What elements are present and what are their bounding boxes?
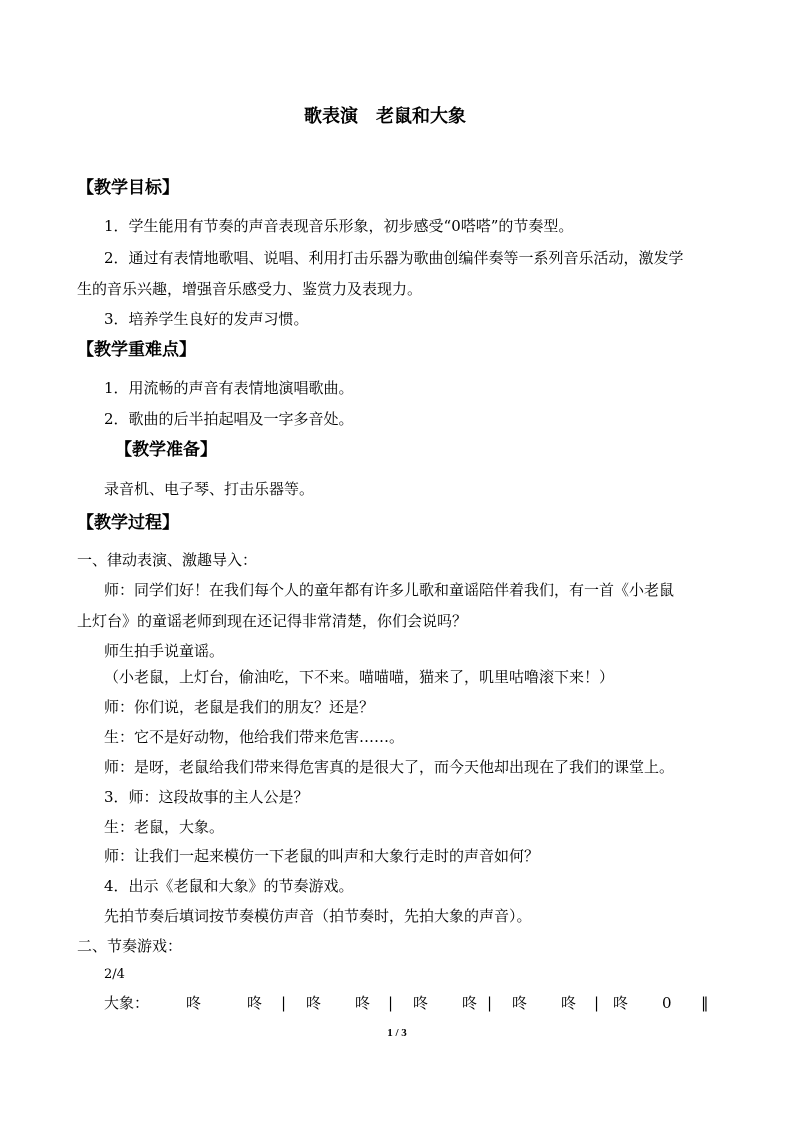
process-line: 生：它不是好动物，他给我们带来危害……。 (104, 728, 405, 746)
goal-line: 2．通过有表情地歌唱、说唱、利用打击乐器为歌曲创编伴奏等一系列音乐活动，激发学 (104, 249, 684, 267)
rhythm-barline: | (281, 994, 287, 1012)
process-line: 师：让我们一起来模仿一下老鼠的叫声和大象行走时的声音如何？ (104, 847, 540, 865)
document-title: 歌表演 老鼠和大象 (304, 106, 466, 127)
rhythm-barline: | (487, 994, 493, 1012)
rhythm-rest: 0 (662, 994, 672, 1012)
process-line: 二、节奏游戏： (77, 937, 183, 955)
process-line: 师：是呀，老鼠给我们带来得危害真的是很大了，而今天他却出现在了我们的课堂上。 (104, 758, 675, 776)
process-line: （小老鼠，上灯台，偷油吃，下不来。喵喵喵，猫来了，叽里咕噜滚下来！） (104, 668, 615, 686)
rhythm-beat: 咚 (462, 994, 478, 1012)
rhythm-beat: 咚 (561, 994, 577, 1012)
section-heading-key-points: 【教学重难点】 (77, 340, 196, 360)
process-line: 上灯台》的童谣老师到现在还记得非常清楚，你们会说吗？ (77, 612, 468, 630)
rhythm-beat: 咚 (512, 994, 528, 1012)
process-line: 3．师：这段故事的主人公是？ (104, 788, 309, 806)
rhythm-barline: | (388, 994, 394, 1012)
process-line: 生：老鼠，大象。 (104, 818, 225, 836)
section-heading-preparation: 【教学准备】 (115, 440, 217, 460)
process-line: 4．出示《老鼠和大象》的节奏游戏。 (104, 877, 354, 895)
rhythm-barline: | (594, 994, 600, 1012)
rhythm-beat: 咚 (186, 994, 202, 1012)
rhythm-beat: 咚 (413, 994, 429, 1012)
time-signature: 2/4 (104, 967, 125, 982)
preparation-line: 录音机、电子琴、打击乐器等。 (104, 480, 315, 498)
process-line: 先拍节奏后填词按节奏模仿声音（拍节奏时，先拍大象的声音）。 (104, 907, 532, 925)
goal-line: 3．培养学生良好的发声习惯。 (104, 310, 309, 328)
rhythm-beat: 咚 (355, 994, 371, 1012)
rhythm-beat: 咚 (247, 994, 263, 1012)
rhythm-label: 大象： (104, 994, 150, 1012)
process-line: 师生拍手说童谣。 (104, 642, 225, 660)
key-point-line: 1．用流畅的声音有表情地演唱歌曲。 (104, 379, 354, 397)
process-line: 师：你们说，老鼠是我们的朋友？还是？ (104, 698, 375, 716)
rhythm-beat: 咚 (306, 994, 322, 1012)
key-point-line: 2．歌曲的后半拍起唱及一字多音处。 (104, 410, 354, 428)
goal-line: 1．学生能用有节奏的声音表现音乐形象，初步感受“0嗒嗒”的节奏型。 (104, 217, 574, 235)
section-heading-goals: 【教学目标】 (77, 178, 179, 198)
process-line: 师：同学们好！在我们每个人的童年都有许多儿歌和童谣陪伴着我们，有一首《小老鼠 (104, 581, 675, 599)
process-line: 一、律动表演、激趣导入： (77, 551, 258, 569)
section-heading-process: 【教学过程】 (77, 513, 179, 533)
goal-line: 生的音乐兴趣，增强音乐感受力、鉴赏力及表现力。 (77, 280, 423, 298)
page-number: 1 / 3 (387, 1027, 407, 1039)
rhythm-beat: 咚 (613, 994, 629, 1012)
rhythm-end-barline: ‖ (701, 994, 709, 1012)
